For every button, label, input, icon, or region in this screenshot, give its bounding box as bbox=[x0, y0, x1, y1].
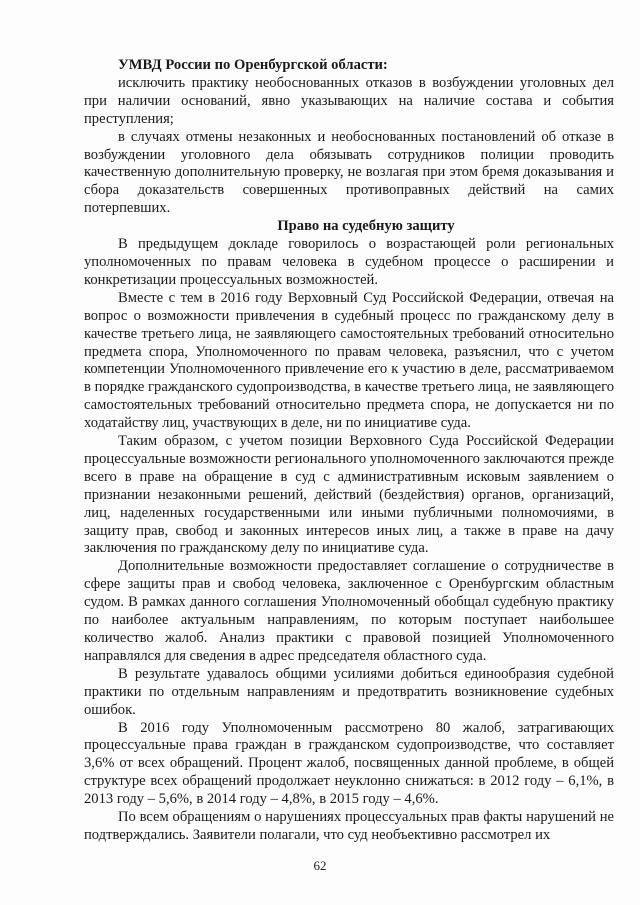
paragraph-2: Вместе с тем в 2016 году Верховный Суд Российской Федерации, отвечая на вопрос о возможности привлечения в судебный процесс по гражданскому делу в качестве третьего лица, не заявляющего самостоятельных требований относительно предмета спора, Уполномоченного по правам человека, разъяснил, что с учетом компетенции Уполномоченного привлечение его к участию в деле, рассматриваемом в порядке гражданского судопроизводства, в качестве третьего лица, не заявляющего самостоятельных требований относительно предмета спора, не допускается ни по ходатайству лиц, участвующих в деле, ни по инициативе суда. bbox=[84, 289, 614, 432]
paragraph-1: В предыдущем докладе говорилось о возрастающей роли региональных уполномоченных по правам человека в судебном процессе о расширении и конкретизации процессуальных возможностей. bbox=[84, 236, 614, 288]
page-number: 62 bbox=[313, 858, 327, 873]
document-body bbox=[84, 57, 614, 845]
paragraph-5: В результате удавалось общими усилиями добиться единообразия судебной практики по отдельным направлениям и предотвратить возникновение судебных ошибок. bbox=[84, 665, 614, 718]
paragraph-3: Таким образом, с учетом позиции Верховного Суда Российской Федерации процессуальные возможности регионального уполномоченного заключаются прежде всего в праве на обращение в суд с административным исковым заявлением о признании незаконными решений, действий (бездействия) органов, организаций, лиц, наделенных государственными или иными публичными полномочиями, в защиту прав, свобод и законных интересов иных лиц, а также в праве на дачу заключения по гражданскому делу по инициативе суда. bbox=[84, 433, 615, 557]
section-title: Право на судебную защиту bbox=[277, 218, 455, 235]
paragraph-7: По всем обращениям о нарушениях процессуальных прав факты нарушений не подтверждались. Заявители полагали, что суд необъективно рассмотрел их bbox=[84, 809, 614, 843]
org-item-2: в случаях отмены незаконных и необоснованных постановлений об отказе в возбуждении уголовного дела обязывать сотрудников полиции проводить качественную дополнительную проверку, не возлагая при этом бремя доказывания и сбора доказательств совершенных противоправных действий на самих потерпевших. bbox=[84, 128, 614, 217]
org-item-1: исключить практику необоснованных отказов в возбуждении уголовных дел при наличии оснований, явно указывающих на наличие состава и события преступления; bbox=[84, 74, 614, 127]
paragraph-4: Дополнительные возможности предоставляет соглашение о сотрудничестве в сфере защиты прав и свобод человека, заключенное с Оренбургским областным судом. В рамках данного соглашения Уполномоченный обобщал судебную практику по наиболее актуальным направлениям, по которым поступает наибольшее количество жалоб. Анализ практики с правовой позицией Уполномоченного направлялся для сведения в адрес председателя областного суда. bbox=[84, 558, 614, 664]
paragraph-6: В 2016 году Уполномоченным рассмотрено 80 жалоб, затрагивающих процессуальные права граждан в гражданском судопроизводстве, что составляет 3,6% от всех обращений. Процент жалоб, посвященных данной проблеме, в общей структуре всех обращений продолжает неуклонно снижаться: в 2012 году – 6,1%, в 2013 году – 5,6%, в 2014 году – 4,8%, в 2015 году – 4,6%. bbox=[84, 719, 614, 808]
org-heading: УМВД России по Оренбургской области: bbox=[118, 57, 388, 73]
